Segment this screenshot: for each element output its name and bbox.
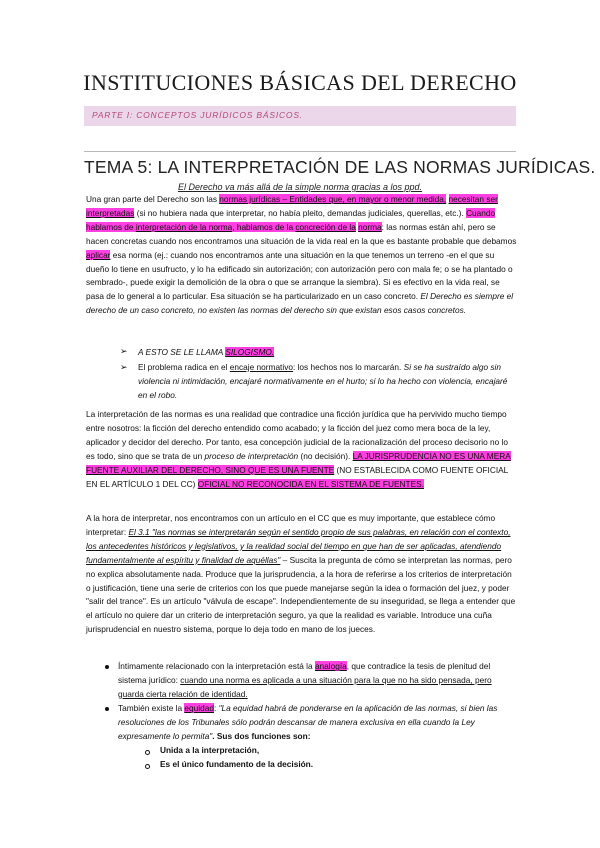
text-span: – Suscita la pregunta de cómo se interpretan las normas, pero no explica absolutamente nada. Produce que la jurisprudencia, a la hora de referirse a los criterios de interpretación o justificación, tiene una serie de criterios con los que puede manejarse según la idea o formación del juez, y poder "salir del trance". Es un artículo "válvula de escape". Independientemente de su inseguridad, se llega a entender que el artículo no quiere dar un criterio de interpretación seguro, ya que la realidad es variable. Introduce una cuña jurisprudencial en nuestro sistema, porque lo deja todo en mano de los jueces. [86,554,516,635]
highlight-hablamos: , hablamos de la [232,221,296,232]
text-span: También existe la [118,703,185,713]
italic-proceso: proceso de interpretación [204,450,299,461]
bullet-icon [105,665,109,669]
underline-encaje: encaje normativo [229,362,293,372]
paragraph-norms-intro [86,193,518,318]
arrow-item-silogismo [138,346,518,360]
topic-heading: TEMA 5: LA INTERPRETACIÓN DE LAS NORMAS JURÍDICAS. [84,157,596,177]
arrow-bullet-icon: ➢ [120,346,128,356]
bullet-item-analogia [118,660,498,702]
text-span: Íntimamente relacionado con la interpretación está la [118,661,315,671]
paragraph-article-31 [86,512,518,637]
text-span: : los hechos nos lo marcarán. [292,362,404,372]
text-span: esa norma (ej.: cuando nos encontramos ante una situación en la que tenemos un terreno -en el que su dueño lo tiene en usufructo, y lo ha edificado sin autorización; con autorización pero con mala fe; o se ha plantado o sembrado-, puede exigir la demolición de la obra o que se arranque la siembra). Si es efectivo en la vida real, se pasa de lo general a lo particular. Esa situación se ha particularizado en un caso concreto. [86,249,513,302]
highlight-analogia: analogía [314,661,347,671]
part-label: PARTE I: CONCEPTOS JURÍDICOS BÁSICOS. [92,110,303,120]
text-span: : [213,703,219,713]
paragraph-interpretation [86,408,518,491]
text-span: A la hora de interpretar, nos encontramos con un artículo en el CC que es muy importante, que establece cómo interpretar: [86,513,496,537]
text-span: (NO ESTABLECIDA COMO FUENTE OFICIAL EN EL ARTÍCULO 1 DEL CC) [86,464,508,489]
sub-bullet-icon [145,750,150,755]
underline-analogia-def: cuando una norma es aplicada a una situación para la que no ha sido pensada, pero guarda cierta relación de identidad. [118,674,492,699]
part-banner [84,106,516,126]
topic-subtitle: El Derecho va más allá de la simple norma gracias a los ppd. [177,182,423,192]
document-title: INSTITUCIONES BÁSICAS DEL DERECHO [83,70,517,95]
text-span: Una gran parte del Derecho son las [86,194,220,204]
text-span: Es el único fundamento de la decisión. [160,759,314,769]
bullet-icon [105,707,109,711]
highlight-equidad: equidad [184,703,214,713]
arrow-bullet-icon: ➢ [120,362,128,372]
highlight-interpretacion-norma: interpretación de la norma [135,221,233,232]
highlight-oficial: OFICIAL NO RECONOCIDA EN EL SISTEMA DE FUENTES. [197,478,424,489]
highlight-norma: norma [358,221,382,232]
highlight-cuando-hablamos: Cuando hablamos de [86,207,496,232]
bullet-item-equidad [118,702,498,744]
italic-example: Si se ha sustraído algo sin violencia ni intimidación, encajaré normativamente en el hurto; si lo ha hecho con violencia, encajaré en el robo. [138,362,508,400]
arrow-item-encaje [138,361,518,403]
italic-quote-article: El 3.1 "las normas se interpretarán según el sentido propio de sus palabras, en relación con el contexto, los antecedentes históricos y legislativos, y la realidad social del tiempo en que han de ser aplicadas, atendiendo fundamentalmente al espíritu y finalidad de aquéllas" [86,526,511,565]
highlight-concrecion: concreción de la [295,221,356,232]
section-divider [84,151,516,152]
sub-item-2 [160,758,540,772]
text-span: El problema radica en el [138,362,230,372]
highlight-silogismo: SILOGISMO. [225,347,275,357]
text-span: : las normas están ahí, pero se hacen concretas cuando nos encontramos una situación de la vida real en la que es bastante probable que debamos [86,221,517,246]
text-span: , que contradice la tesis de plenitud del sistema jurídico: [118,661,491,685]
text-span: La interpretación de las normas es una realidad que contradice una ficción jurídica que ha pervivido mucho tiempo entre nosotros: la ficción del derecho entendido como acabado; y la ficción del juez como mera boca de la ley, aplicador y decidor del derecho. Por tanto, esa concepción judicial de la racionalización del proceso decisorio no lo es todo, sino que se trata de un [86,409,509,461]
italic-conclusion: El Derecho es siempre el derecho de un caso concreto, no existen las normas del derecho sin que existan esos casos concretos. [86,291,514,316]
text-span: (no decisión). [298,450,353,461]
highlight-jurisprudencia: LA JURISPRUDENCIA NO ES UNA MERA FUENTE AUXILIAR DEL DERECHO, SINO QUE ES UNA FUENTE [86,450,511,475]
highlight-necesitan-interpretadas: necesitan ser interpretadas [86,194,498,218]
text-span: Unida a la interpretación, [160,745,260,755]
text-span: A ESTO SE LE LLAMA [138,347,226,357]
highlight-normas-juridicas: normas jurídicas – Entidades que, en mayor o menor medida, [219,194,447,204]
highlight-aplicar: aplicar [86,249,111,260]
italic-quote-equidad: "La equidad habrá de ponderarse en la aplicación de las normas, si bien las resoluciones de los Tribunales sólo podrán descansar de manera exclusiva en ella cuando la Ley expresamente lo permita" [118,703,498,741]
text-span: . Sus dos funciones son: [212,730,311,741]
text-span: (si no hubiera nada que interpretar, no había pleito, demandas judiciales, querellas, etc.). [134,207,467,218]
sub-bullet-icon [145,764,150,769]
sub-item-1 [160,744,540,758]
